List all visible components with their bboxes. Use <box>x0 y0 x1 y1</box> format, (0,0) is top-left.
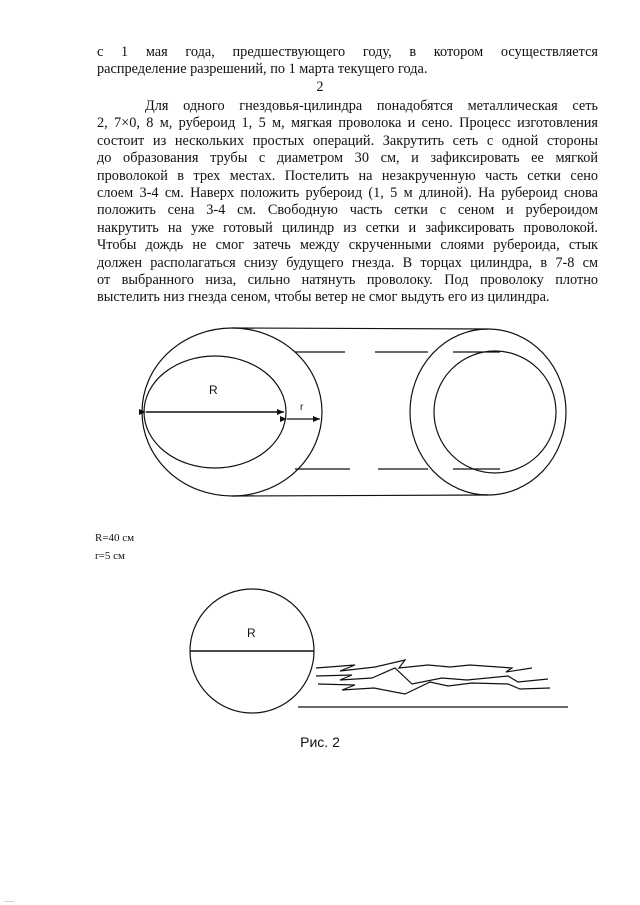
text-line: положить сена 3-4 см. Свободную часть сетки с сеном и рубероидом <box>97 202 598 219</box>
dimension-R-note: R=40 см <box>95 532 135 544</box>
unrolled-diagram <box>190 589 568 713</box>
text-line: должен располагаться снизу будущего гнезда. В торцах цилиндра, в 7-8 см <box>97 254 598 271</box>
text-line: 2, 7×0, 8 м, рубероид 1, 5 м, мягкая проволока и сено. Процесс изготовления <box>97 115 598 132</box>
text-line: проволокой в трех местах. Постелить на незакрученную часть сетки сено <box>97 167 598 184</box>
text-line: состоит из нескольких простых операций. Закрутить сеть с одной стороны <box>97 132 598 149</box>
hay-layer <box>316 660 532 672</box>
page-number: 2 <box>316 79 324 95</box>
text-line: выстелить низ гнезда сеном, чтобы ветер не смог выдуть его из цилиндра. <box>97 289 550 306</box>
cylinder-diagram <box>142 328 566 496</box>
outer-top-line <box>232 328 488 329</box>
text-line: Чтобы дождь не смог затечь между скрученными слоями рубероида, стык <box>97 237 598 254</box>
right-outer-ellipse <box>410 329 566 495</box>
cylinder-r-label: r <box>300 402 304 413</box>
figure-caption: Рис. 2 <box>300 734 340 750</box>
cylinder-R-label: R <box>209 383 218 397</box>
text-line: распределение разрешений, по 1 марта текущего года. <box>97 61 428 78</box>
hay-layer <box>318 682 550 694</box>
text-line: Для одного гнездовья-цилиндра понадобятся металлическая сеть <box>145 98 598 114</box>
text-line: слоем 3-4 см. Наверх положить рубероид (1, 5 м длиной). На рубероид снова <box>97 185 598 202</box>
outer-bottom-line <box>232 495 488 496</box>
text-line: накрутить на уже готовый цилиндр из сетки и зафиксировать проволокой. <box>97 219 598 236</box>
text-line: с 1 мая года, предшествующего году, в котором осуществляется <box>97 44 598 60</box>
right-inner-ellipse <box>434 351 556 473</box>
circle-R-label: R <box>247 626 256 640</box>
text-line: до образования трубы с диаметром 30 см, и зафиксировать ее мягкой <box>97 150 598 167</box>
corner-mark: ___ <box>4 896 15 902</box>
text-line: от выбранного низа, сильно натянуть проволоку. Под проволоку плотно <box>97 272 598 289</box>
dimension-r-note: r=5 см <box>95 550 125 562</box>
